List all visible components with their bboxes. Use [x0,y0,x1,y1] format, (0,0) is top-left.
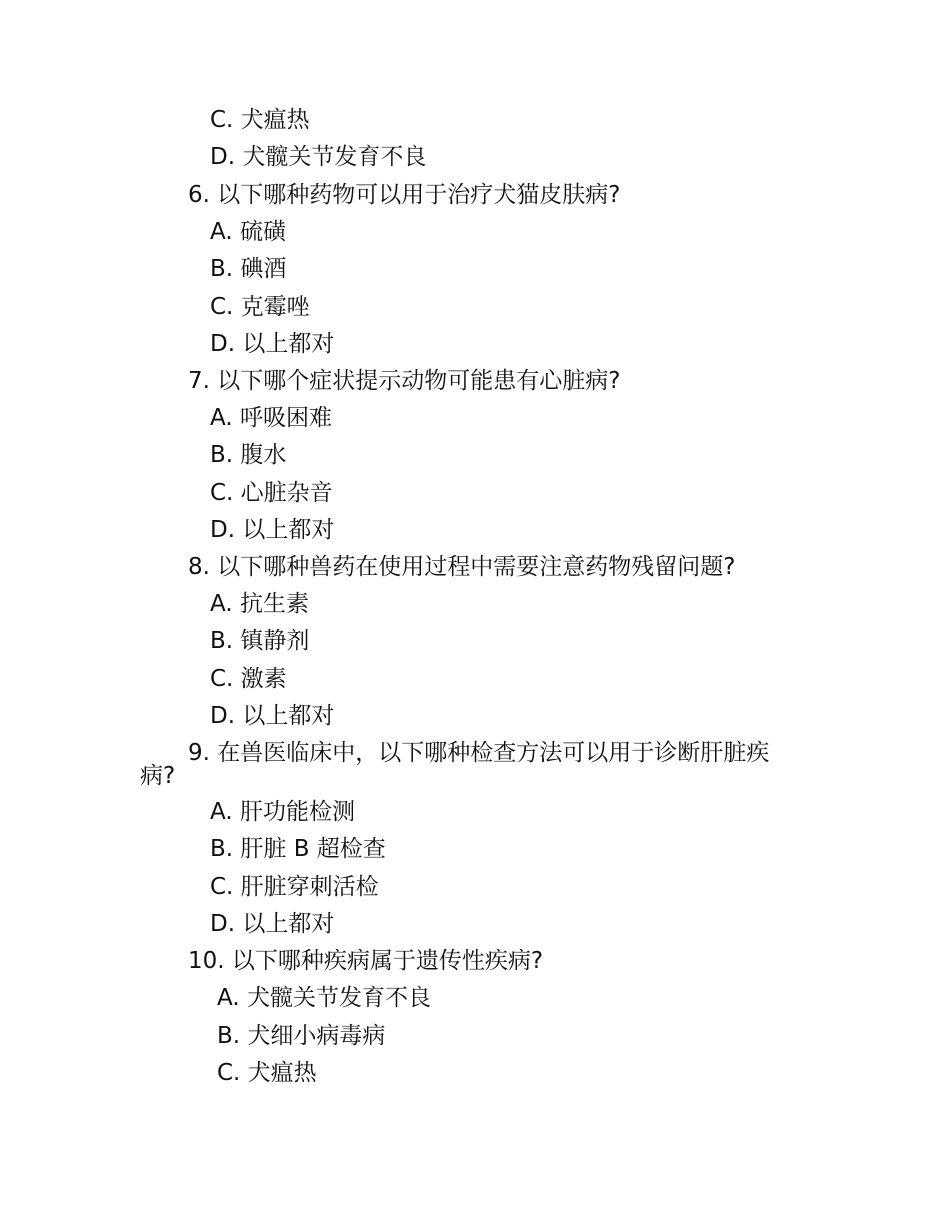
option-q9-c: C. 肝脏穿刺活检 [210,874,379,900]
option-q8-c: C. 激素 [210,666,287,692]
option-q9-d: D. 以上都对 [210,911,335,937]
option-q9-b: B. 肝脏 B 超检查 [210,836,386,862]
question-9-continuation: 病? [140,763,176,789]
option-q6-c: C. 克霉唑 [210,294,310,320]
option-q9-a: A. 肝功能检测 [210,799,355,825]
option-q7-c: C. 心脏杂音 [210,480,333,506]
option-q8-d: D. 以上都对 [210,703,335,729]
option-q7-a: A. 呼吸困难 [210,405,332,431]
question-9: 9. 在兽医临床中，以下哪种检查方法可以用于诊断肝脏疾 [188,740,770,766]
option-q5-c: C. 犬瘟热 [210,107,310,133]
option-q7-d: D. 以上都对 [210,517,335,543]
option-q6-a: A. 硫磺 [210,219,286,245]
question-8: 8. 以下哪种兽药在使用过程中需要注意药物残留问题? [188,554,736,580]
option-q7-b: B. 腹水 [210,442,287,468]
option-q10-a: A. 犬髋关节发育不良 [217,985,431,1011]
option-q8-a: A. 抗生素 [210,591,309,617]
question-6: 6. 以下哪种药物可以用于治疗犬猫皮肤病? [188,182,621,208]
option-q8-b: B. 镇静剂 [210,628,310,654]
option-q10-c: C. 犬瘟热 [217,1060,317,1086]
option-q5-d: D. 犬髋关节发育不良 [210,144,427,170]
option-q6-d: D. 以上都对 [210,331,335,357]
option-q6-b: B. 碘酒 [210,256,287,282]
question-10: 10. 以下哪种疾病属于遗传性疾病? [188,948,544,974]
option-q10-b: B. 犬细小病毒病 [217,1023,386,1049]
question-7: 7. 以下哪个症状提示动物可能患有心脏病? [188,368,621,394]
